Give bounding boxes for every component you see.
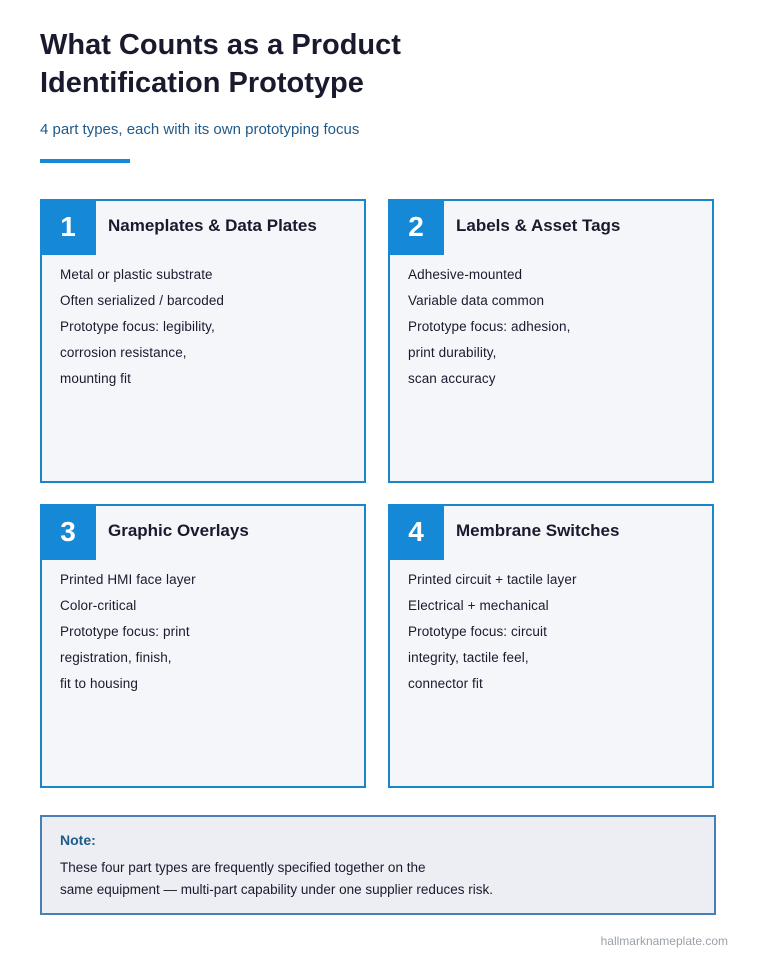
card-detail-line: Electrical + mechanical [408,598,549,613]
footer-domain: hallmarknameplate.com [600,934,728,948]
part-type-card-overlays [40,504,366,788]
card-detail-line: integrity, tactile feel, [408,650,529,665]
card-detail-line: Often serialized / barcoded [60,293,225,308]
note-label: Note: [60,832,96,848]
page-title-line-2: Identification Prototype [40,67,364,99]
page-subtitle: 4 part types, each with its own prototyping focus [40,121,360,138]
card-detail-line: Prototype focus: circuit [408,624,547,639]
note-text-line-1: These four part types are frequently specified together on the [60,860,426,875]
card-detail-line: Prototype focus: adhesion, [408,319,571,334]
part-type-card-labels [388,199,714,483]
card-detail-line: Adhesive-mounted [408,267,523,282]
card-detail-line: registration, finish, [60,650,172,665]
card-detail-line: Prototype focus: legibility, [60,319,215,334]
card-title: Membrane Switches [456,521,620,540]
note-box [40,815,716,915]
card-detail-line: Variable data common [408,293,545,308]
title-accent-rule [40,159,130,163]
card-title: Graphic Overlays [108,521,249,540]
card-detail-line: corrosion resistance, [60,345,187,360]
part-type-card-nameplates [40,199,366,483]
part-type-card-membrane-switches [388,504,714,788]
card-number-badge: 1 [40,199,96,255]
card-number-badge: 3 [40,504,96,560]
card-detail-line: Prototype focus: print [60,624,190,639]
card-detail-line: scan accuracy [408,371,496,386]
card-detail-line: Color-critical [60,598,137,613]
card-detail-line: print durability, [408,345,497,360]
page-title [40,26,560,102]
card-details-list [408,262,570,392]
card-number-badge: 2 [388,199,444,255]
card-detail-line: Printed circuit + tactile layer [408,572,577,587]
note-text [60,857,493,901]
card-detail-line: connector fit [408,676,483,691]
card-number-badge: 4 [388,504,444,560]
card-detail-line: fit to housing [60,676,138,691]
note-text-line-2: same equipment — multi-part capability under one supplier reduces risk. [60,882,493,897]
page-title-line-1: What Counts as a Product [40,29,401,61]
card-detail-line: Metal or plastic substrate [60,267,213,282]
card-title: Labels & Asset Tags [456,216,621,235]
card-details-list [60,567,196,697]
card-detail-line: mounting fit [60,371,131,386]
card-title: Nameplates & Data Plates [108,216,317,235]
card-details-list [60,262,224,392]
card-detail-line: Printed HMI face layer [60,572,196,587]
card-details-list [408,567,577,697]
